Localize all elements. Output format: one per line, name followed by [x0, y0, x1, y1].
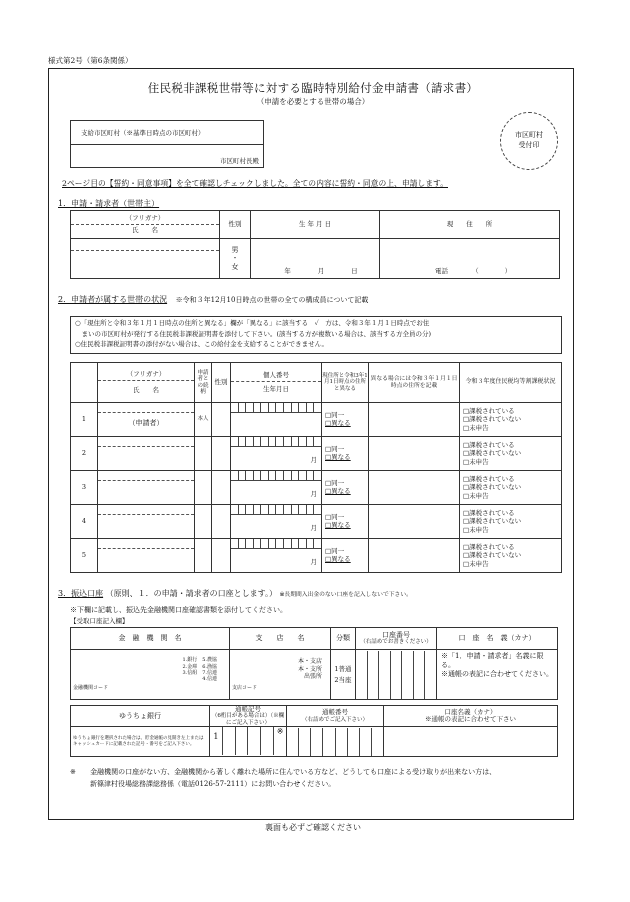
- branch-name-header: 支 店 名: [230, 628, 331, 650]
- municipality-label: 支給市区町村（※基準日時点の市区町村）: [81, 129, 205, 137]
- yucho-sign-cell[interactable]: 1 ※: [210, 727, 287, 757]
- hh-addr-same-header: 現住所と令和3年1月1日時点の住所と異なる: [322, 363, 369, 403]
- bank-name-cell[interactable]: 1.銀行 5.農協 2.金庫 6.漁協 3.信組 7.信連 4.信連 金融機関コード: [71, 650, 230, 700]
- instr-line2: まいの市区町村が発行する住民税非課税証明書を添付して下さい。(該当する方が複数いる場合は、該当する方全員の分): [75, 329, 432, 338]
- section3-heading: 3．振込口座: [58, 589, 104, 598]
- hh-tax-header: 令和３年度住民税均等割課税状況: [460, 363, 562, 403]
- phone-parens: （ ）: [472, 266, 512, 275]
- yucho-no-sub: （右詰めでご記入下さい）: [301, 716, 368, 723]
- acct-no-sub: （右詰めでお書きください）: [360, 639, 432, 646]
- holder-cell[interactable]: ※「1．申請・請求者」名義に限る。 ※通帳の表記に合わせてください。: [437, 650, 558, 700]
- hh-diff-addr-header: 異なる場合には令和３年１月１日時点の住所を記載: [369, 363, 460, 403]
- branch-name-cell[interactable]: 本・支店 本・支所 出張所 支店コード: [230, 650, 331, 700]
- bank-code-label: 金融機関コード: [73, 685, 109, 692]
- section3-label: 【受取口座記入欄】: [70, 617, 129, 625]
- page-title: 住民税非課税世帯等に対する臨時特別給付金申請書（請求書）: [147, 81, 479, 95]
- mayor-label: 市区町村長殿: [220, 157, 259, 165]
- branch-code-label: 支店コード: [232, 684, 258, 691]
- reverse-note: 裏面も必ずご確認ください: [265, 823, 361, 832]
- footer-line1: 金融機関の口座がない方、金融機関から著しく離れた場所に住んでいる方など、どうしても口座による受け取りが出来ない方は、: [90, 768, 497, 776]
- holder-header: 口 座 名 義（カナ）: [437, 628, 558, 650]
- applicant-address-cell[interactable]: [380, 239, 560, 279]
- kana-header-cell: [71, 211, 220, 239]
- hh-mynumber-header: 個人番号: [231, 372, 321, 382]
- applicant-sex-cell[interactable]: 男 ・ 女: [220, 239, 251, 279]
- yucho-header: ゆうちょ銀行: [71, 706, 210, 727]
- applicant-name-cell[interactable]: [71, 239, 220, 279]
- hh-dob-header: 生年月日: [263, 385, 289, 393]
- hh-relation-header: 申請者との続柄: [195, 363, 212, 403]
- section2-heading: 2．申請者が属する世帯の状況: [58, 295, 168, 304]
- stamp-line2: 受付印: [518, 141, 540, 149]
- type-header: 分類: [331, 628, 356, 650]
- applicant-table: [70, 210, 560, 279]
- yucho-table: [70, 705, 558, 757]
- type-cell[interactable]: 1普通 2当座: [331, 650, 356, 700]
- acct-no-cell[interactable]: [356, 650, 437, 700]
- agreement-statement: 2ページ目の【誓約・同意事項】を全て確認しチェックしました。全ての内容に誓約・同意の上、申請します。: [62, 179, 448, 188]
- section1-heading: 1．申請・請求者（世帯主）: [58, 199, 160, 208]
- address-header: 現 住 所: [380, 211, 560, 239]
- household-table: [70, 362, 562, 573]
- yucho-holder-cell[interactable]: [384, 727, 558, 757]
- sex-header: 性別: [220, 211, 251, 239]
- hh-name-header: 氏 名: [133, 386, 159, 394]
- dob-header: 生 年 月 日: [251, 211, 380, 239]
- form-number: 様式第2号（第6条関係）: [48, 56, 133, 65]
- municipality-box: [70, 120, 264, 168]
- acct-no-header: 口座番号: [382, 631, 410, 640]
- household-row: 4 月 □同一 □異なる □課税されている □課税されていない □未申告: [71, 505, 562, 539]
- hh-kana-header: （フリガナ）: [98, 371, 194, 381]
- yucho-holder-sub: ※通帳の表記に合わせて下さい: [425, 715, 516, 724]
- yucho-no-header: 通帳番号: [322, 708, 348, 717]
- instr-line1: ○「現住所と令和３年１月１日時点の住所と異なる」欄が「異なる」に該当する ✓ 方は、令和３年１月１日時点でお住: [75, 319, 430, 327]
- kana-header: （フリガナ）: [71, 215, 219, 225]
- section3-instruction: ※下欄に記載し、振込先金融機関口座確認書類を添付してください。: [70, 606, 287, 614]
- yucho-holder-header: 口座名義（カナ）: [444, 707, 497, 716]
- yucho-no-cell[interactable]: [287, 727, 384, 757]
- section3-heading-row: [58, 588, 412, 599]
- section2-note: ※令和３年12月10日時点の世帯の全ての構成員について記載: [175, 296, 369, 304]
- household-row: 2 月 □同一 □異なる □課税されている □課税されていない □未申告: [71, 437, 562, 471]
- yucho-sign-sub: （6桁目がある場合は）（※欄にご記入下さい）: [211, 713, 285, 726]
- section3-note2: ※長期間入出金のない口座を記入しないで下さい。: [279, 592, 412, 598]
- bank-table: [70, 627, 558, 700]
- household-row: 1 （申請者） 本人 □同一 □異なる □課税されている □課税されていない □未申告: [71, 403, 562, 437]
- name-header: 氏 名: [132, 226, 158, 234]
- section2-heading-row: [58, 294, 368, 305]
- footer-note: [70, 766, 496, 790]
- footer-line2: 新篠津村役場総務課総務係（電話0126-57-2111）にお問い合わせください。: [90, 780, 336, 788]
- applicant-dob-cell[interactable]: 年 月 日: [251, 239, 380, 279]
- household-row: 5 月 □同一 □異なる □課税されている □課税されていない □未申告: [71, 539, 562, 573]
- phone-label: 電話: [435, 266, 448, 275]
- yucho-sign-header: 通帳記号: [235, 705, 261, 713]
- reception-stamp-circle: [500, 112, 558, 170]
- section3-note: （原則、１．の申請・請求者の口座とします。）: [105, 589, 277, 598]
- page-subtitle: （申請を必要とする世帯の場合）: [256, 97, 370, 106]
- stamp-line1: 市区町村: [515, 131, 543, 139]
- footer-mark: ※: [70, 768, 76, 776]
- yucho-note: ゆうちょ銀行を選択された場合は、貯金通帳の見開き左上またはキャッシュカードに記載された記号・番号をご記入下さい。: [71, 727, 210, 757]
- bank-name-header: 金 融 機 関 名: [71, 628, 230, 650]
- section2-instructions: [70, 316, 562, 354]
- hh-sex-header: 性別: [212, 363, 231, 403]
- instr-line3: ○住民税非課税証明書の添付がない場合は、この給付金を支給することができません。: [75, 340, 329, 348]
- household-row: 3 月 □同一 □異なる □課税されている □課税されていない □未申告: [71, 471, 562, 505]
